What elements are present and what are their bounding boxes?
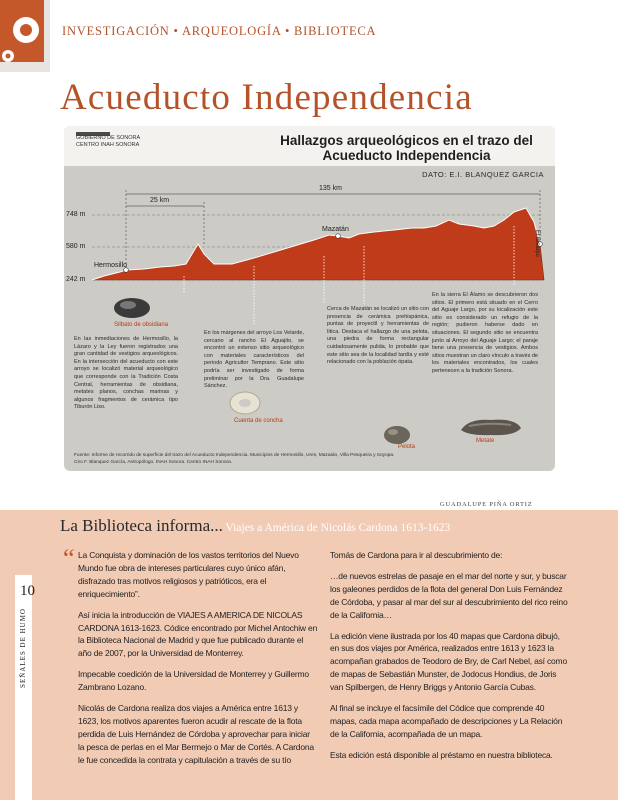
- caption-metate: Metate: [476, 438, 495, 444]
- elevation-580-label: 580 m: [66, 243, 86, 250]
- biblioteca-title: La Biblioteca informa...: [60, 516, 223, 535]
- section-breadcrumb: INVESTIGACIÓN • ARQUEOLOGÍA • BIBLIOTECA: [62, 24, 377, 38]
- infographic-source: [74, 453, 544, 466]
- biblioteca-heading: [60, 516, 450, 536]
- publication-logo: [0, 0, 50, 72]
- archaeology-infographic: [64, 126, 555, 471]
- paragraph: Nicolás de Cardona realiza dos viajes a América entre 1613 y 1623, los motivos aparentes fueron acudir al rescate de la flota perdida de Luis Hernández de Córdoba y aprovechar para iniciar la pesca de perlas en el Mar Bermejo o Mar de Cortés. A Cardona le fue concedida la contrata y capitulación a través de su tío: [78, 703, 314, 765]
- shell-bead-image: [228, 390, 262, 416]
- author-byline: GUADALUPE PIÑA ORTIZ: [440, 501, 533, 508]
- metate-image: [459, 416, 523, 438]
- elevation-748-label: 748 m: [66, 211, 86, 218]
- article-column-1: [78, 549, 318, 775]
- source-line2: Ciro F. Blanquez García, Antropólogo. INAH Sonora. Centro INAH Sonora.: [74, 459, 233, 465]
- biblioteca-subtitle: Viajes a América de Nicolás Cardona 1613-1623: [222, 522, 451, 534]
- organization-line1: GOBIERNO DE SONORA: [76, 135, 141, 141]
- paragraph: La Conquista y dominación de los vastos territorios del Nuevo Mundo fue obra de intereses particulares cuyo único afán, disfrazado tras motivos religiosos y patrióticos, era el enriquecimiento”.: [78, 550, 299, 599]
- paragraph: …de nuevos estrelas de pasaje en el mar del norte y sur, y buscar los galeones perdidos de la flota del general Don Luis Fernández de Córdoba, y pasar al mar del sur al descubrimiento del rico reino de la California…: [330, 570, 568, 620]
- paragraph: Esta edición está disponible al préstamo en nuestra biblioteca.: [330, 749, 553, 760]
- note-sierra-el-alamo: En la sierra El Álamo se descubrieron dos sitios. El primero está situado en el Cerro del Aguaje Largo, por su localización este sitio es considerado un refugio de la región; pudieron haberse dado en situaciones. El segundo sitio se encuentra junto al Arroyo del Aguaje Largo; el paraje tiene una presencia de vestigios. Ambos sitios muestran un claro vínculo a través de los materiales encontrados, los cuales pertenecen a la tradición Sonora.: [432, 292, 538, 374]
- page-title: Acueducto Independencia: [60, 77, 473, 118]
- infographic-author: DATO: E.I. BLANQUEZ GARCIA: [422, 170, 544, 179]
- source-line1: Fuente: Informe de recorrido de superficie del trazo del Acueducto Independencia. Municipios de Hermosillo, Ures, Mazatán, Villa Pesqueira y Soyopa.: [74, 453, 395, 458]
- obsidian-artifact-image: [112, 294, 152, 320]
- caption-ball: Pelota: [398, 444, 416, 450]
- paragraph: Impecable coedición de la Universidad de Monterrey y Guillermo Zambrano Lozano.: [78, 669, 309, 693]
- infographic-title-line1: Hallazgos arqueológicos en el trazo del: [280, 133, 533, 148]
- note-los-velarde: En los márgenes del arroyo Los Velarde, cercano al rancho El Aguajito, se encontró un extenso sitio arqueológico con materiales característicos del periodo Agricultor Temprano. Este sitio podría ser investigado de forma preliminar por la Dra. Guadalupe Sánchez.: [204, 330, 304, 390]
- paragraph: Al final se incluye el facsímile del Códice que comprende 40 mapas, cada mapa acompañado de descripciones y La Relación de la California, acompañada de un mapa.: [330, 703, 563, 739]
- place-mazatan: Mazatán: [322, 226, 349, 233]
- elevation-242-label: 242 m: [66, 276, 86, 283]
- place-bisaqui: El Bisaqui: [534, 230, 540, 257]
- paragraph: Tomás de Cardona para ir al descubrimiento de:: [330, 550, 503, 560]
- organization-line2: CENTRO INAH SONORA: [76, 142, 140, 148]
- caption-shell-bead: Cuenta de concha: [234, 418, 283, 424]
- paragraph: La edición viene ilustrada por los 40 mapas que Cardona dibujó, en sus dos viajes por América, realizados entre 1613 y 1623 la acompañan grabados de Teodoro de Bry, de Carl Nebel, así como de mapas de Sebastián Munster, de Jodocus Hondius, de Joris van Spilbergen, de Henry Briggs y Antonio García Cubas.: [330, 630, 567, 693]
- paragraph: Así inicia la introducción de VIAJES A AMERICA DE NICOLAS CARDONA 1613-1623. Códice encontrado por Michel Antochiw en la Biblioteca Nacional de Madrid y que fue publicado durante el año de 2007, por la Universidad de Monterrey.: [78, 609, 318, 659]
- note-hermosillo: En las inmediaciones de Hermosillo, la Lázaro y la Ley fueron registrados una gran cantidad de vestigios arqueológicos. En la intersección del acueducto con este arroyo se localizó material arqueológico que corresponde con la Tradición Costa Central, herramientas de obsidiana, metates planos, conchas marinas y algunos fragmentos de cerámica tipo Tiburón Liso.: [74, 336, 178, 411]
- article-column-2: [330, 549, 570, 770]
- distance-first-label: 25 km: [150, 197, 170, 204]
- note-mazatan: Cerca de Mazatán se localizó un sitio con presencia de cerámica prehispánica, puntas de proyectil y herramientas de lítica. Destaca el hallazgo de una pelota, una piedra de forma rectangular cuidadosamente pulida, lo probable que este sitio sea de la localidad tardía y esté relacionado con la población ópata.: [327, 306, 429, 366]
- place-hermosillo: Hermosillo: [94, 262, 128, 269]
- page-number: 10: [20, 583, 35, 599]
- infographic-title-line2: Acueducto Independencia: [322, 148, 491, 163]
- caption-obsidian: Silbato de obsidiana: [114, 322, 169, 328]
- distance-total-label: 135 km: [319, 185, 342, 192]
- opening-quote-mark: “: [63, 544, 75, 573]
- ball-stone-image: [382, 424, 412, 446]
- publication-name: SEÑALES DE HUMO: [19, 608, 27, 688]
